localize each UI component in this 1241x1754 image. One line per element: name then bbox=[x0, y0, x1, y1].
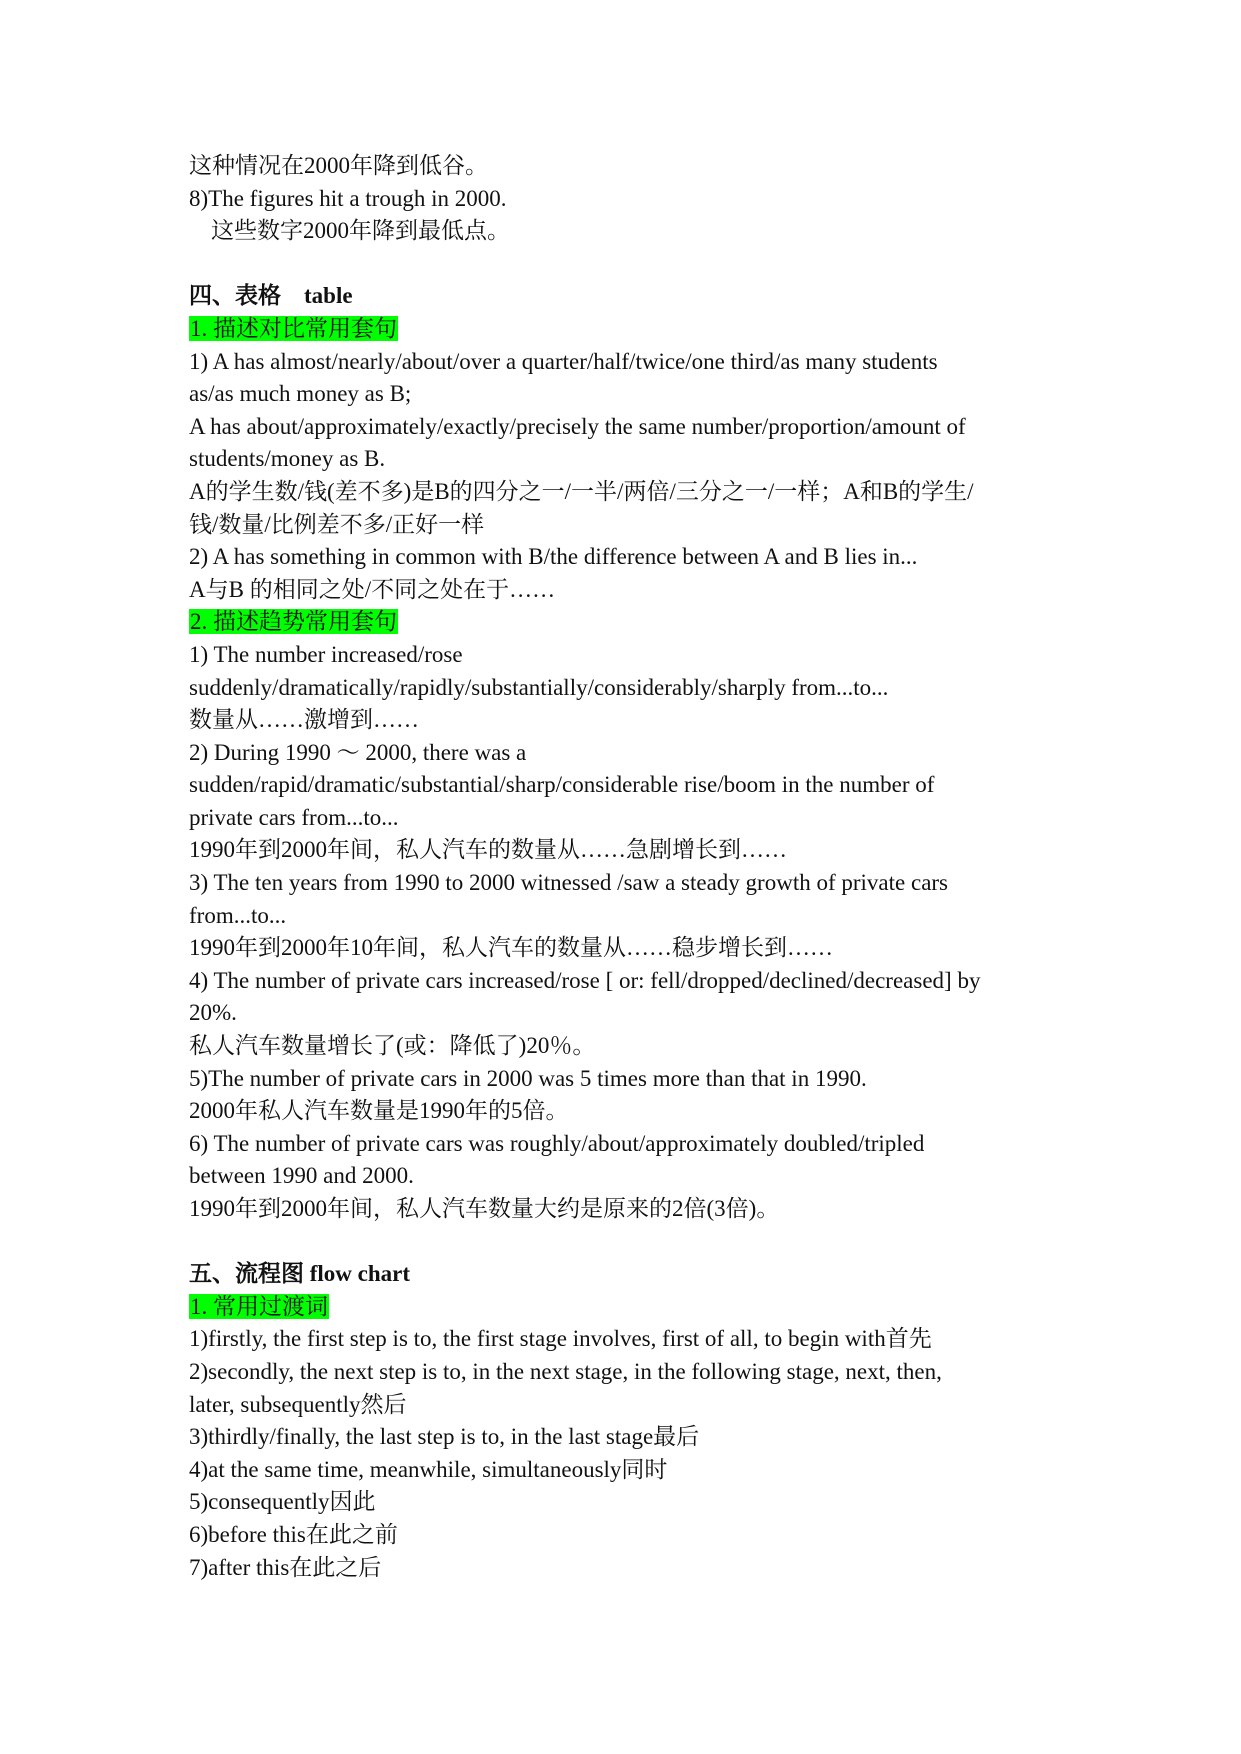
paragraph-line: from...to... bbox=[189, 902, 287, 928]
paragraph-line: 3) The ten years from 1990 to 2000 witnessed /saw a steady growth of private cars bbox=[189, 870, 949, 896]
document-page bbox=[189, 150, 1089, 1584]
paragraph-line: later, subsequently然后 bbox=[189, 1391, 407, 1417]
paragraph-line: 4)at the same time, meanwhile, simultaneously同时 bbox=[189, 1456, 668, 1482]
highlighted-subheading: 2. 描述趋势常用套句 bbox=[190, 609, 397, 635]
paragraph-line: 1990年到2000年间，私人汽车数量大约是原来的2倍(3倍)。 bbox=[189, 1196, 780, 1221]
paragraph-line: A has about/approximately/exactly/precisely the same number/proportion/amount of bbox=[189, 413, 966, 439]
paragraph-line: 6) The number of private cars was roughly/about/approximately doubled/tripled bbox=[189, 1130, 925, 1156]
paragraph-line: 钱/数量/比例差不多/正好一样 bbox=[189, 511, 485, 537]
paragraph-line: 这些数字2000年降到最低点。 bbox=[211, 218, 510, 244]
highlighted-subheading: 1. 常用过渡词 bbox=[190, 1293, 328, 1319]
highlighted-subheading: 1. 描述对比常用套句 bbox=[190, 315, 397, 341]
blank-line bbox=[189, 1226, 1089, 1259]
paragraph-line: private cars from...to... bbox=[189, 804, 399, 830]
paragraph-line: 数量从……激增到…… bbox=[189, 707, 419, 733]
paragraph-line: 2)secondly, the next step is to, in the next stage, in the following stage, next, then, bbox=[189, 1358, 942, 1384]
paragraph-line: 20%. bbox=[189, 1000, 237, 1026]
subheading-trend bbox=[189, 606, 1089, 639]
paragraph-line: 7)after this在此之后 bbox=[189, 1554, 382, 1580]
paragraph-line: 5)The number of private cars in 2000 was 5 times more than that in 1990. bbox=[189, 1065, 867, 1091]
paragraph-line: students/money as B. bbox=[189, 446, 386, 472]
paragraph-line: 1)firstly, the first step is to, the first stage involves, first of all, to begin with首先 bbox=[189, 1326, 932, 1352]
paragraph-line: 5)consequently因此 bbox=[189, 1489, 376, 1515]
subheading-comparison bbox=[189, 313, 1089, 346]
paragraph-line: 2000年私人汽车数量是1990年的5倍。 bbox=[189, 1098, 569, 1124]
paragraph-line: 2) During 1990 ～ 2000, there was a bbox=[189, 739, 527, 765]
paragraph-line: A的学生数/钱(差不多)是B的四分之一/一半/两倍/三分之一/一样；A和B的学生/ bbox=[189, 478, 974, 504]
paragraph-line: 1) The number increased/rose bbox=[189, 641, 463, 667]
paragraph-line: 这种情况在2000年降到低谷。 bbox=[189, 153, 488, 178]
section-heading-table: 四、表格 table bbox=[189, 283, 353, 309]
paragraph-line: 3)thirdly/finally, the last step is to, in the last stage最后 bbox=[189, 1424, 700, 1450]
paragraph-line: between 1990 and 2000. bbox=[189, 1163, 414, 1189]
blank-line bbox=[189, 248, 1089, 281]
subheading-transitions bbox=[189, 1291, 1089, 1324]
paragraph-line: suddenly/dramatically/rapidly/substantially/considerably/sharply from...to... bbox=[189, 674, 889, 700]
paragraph-line: 1990年到2000年10年间，私人汽车的数量从……稳步增长到…… bbox=[189, 935, 833, 961]
paragraph-line: 8)The figures hit a trough in 2000. bbox=[189, 185, 507, 211]
section-heading-flow-chart: 五、流程图 flow chart bbox=[189, 1261, 411, 1287]
paragraph-line: 2) A has something in common with B/the difference between A and B lies in... bbox=[189, 544, 918, 570]
paragraph-line: 4) The number of private cars increased/rose [ or: fell/dropped/declined/decreased] by bbox=[189, 967, 981, 993]
paragraph-line: 1) A has almost/nearly/about/over a quarter/half/twice/one third/as many students bbox=[189, 348, 938, 374]
paragraph-line: 1990年到2000年间，私人汽车的数量从……急剧增长到…… bbox=[189, 837, 787, 863]
paragraph-line: sudden/rapid/dramatic/substantial/sharp/considerable rise/boom in the number of bbox=[189, 772, 935, 798]
paragraph-line: A与B 的相同之处/不同之处在于…… bbox=[189, 576, 556, 602]
paragraph-line: 私人汽车数量增长了(或：降低了)20％。 bbox=[189, 1033, 596, 1059]
paragraph-line: as/as much money as B; bbox=[189, 381, 412, 407]
paragraph-line: 6)before this在此之前 bbox=[189, 1521, 398, 1547]
